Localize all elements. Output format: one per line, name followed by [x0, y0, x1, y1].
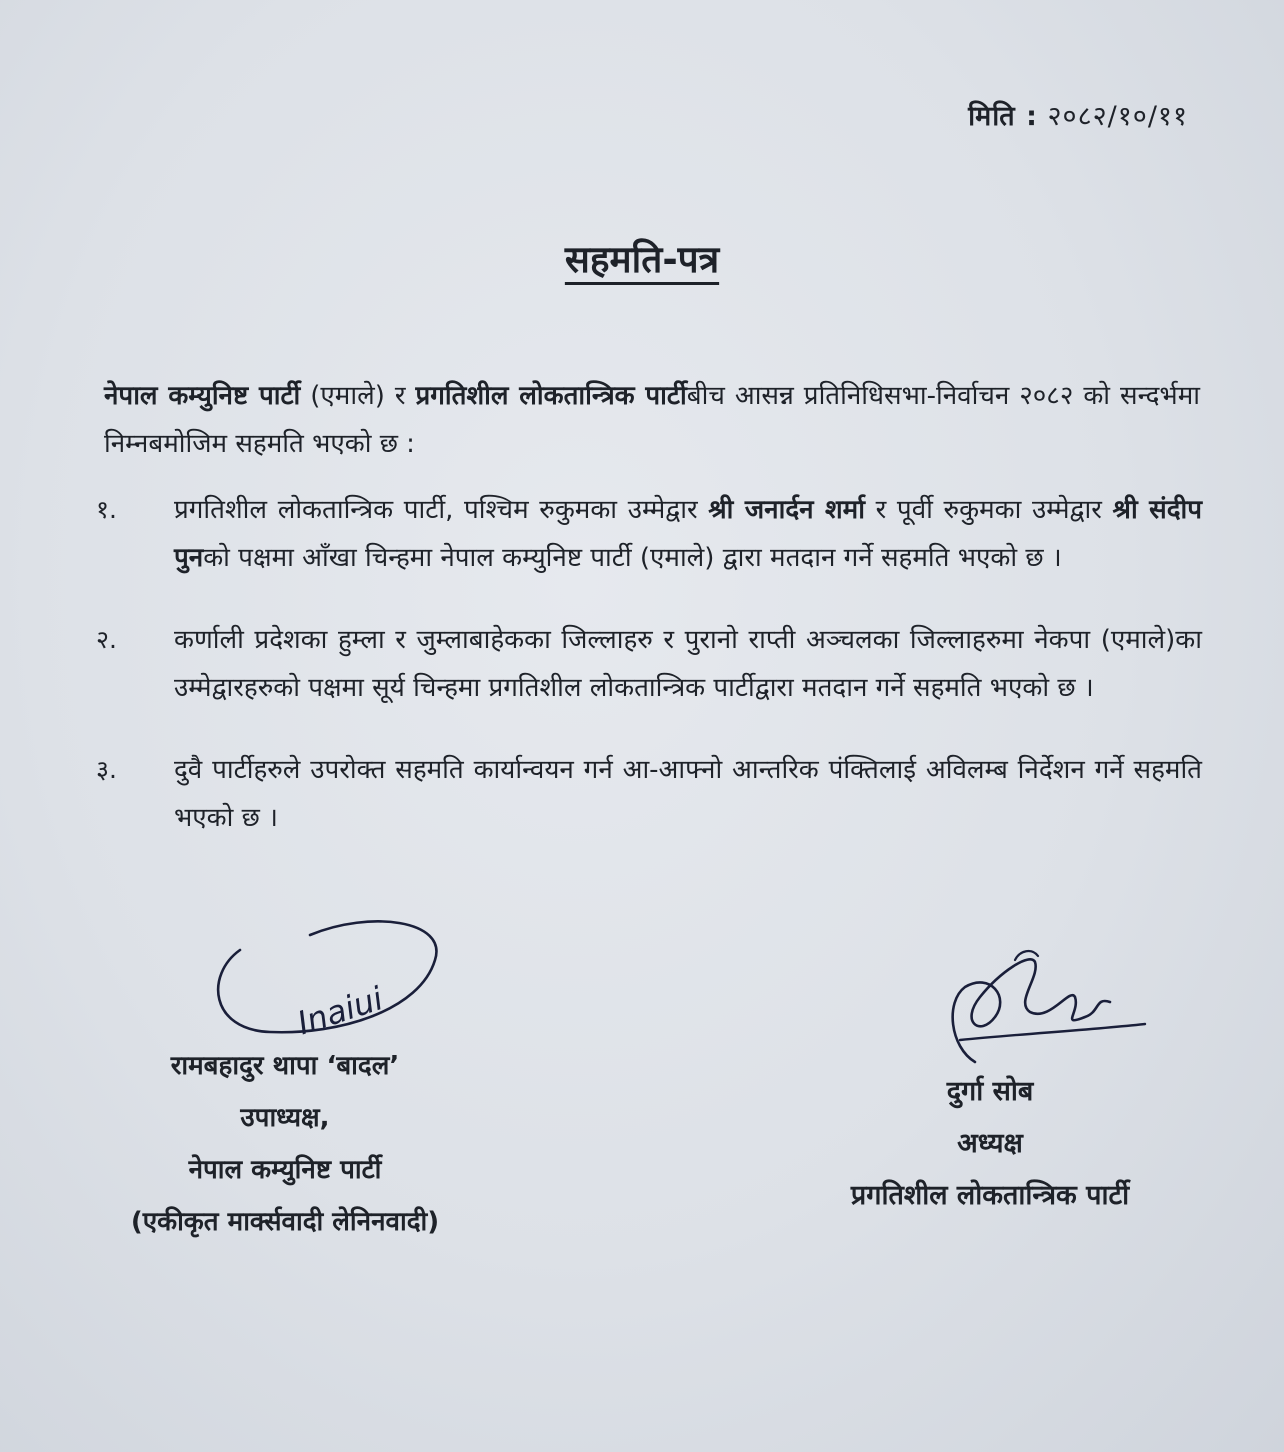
date-value: २०८२/१०/११ [1047, 101, 1188, 132]
agreement-item-1 [90, 486, 1202, 582]
agreement-item-2 [90, 616, 1202, 712]
signatory-right-position: अध्यक्ष [957, 1128, 1023, 1159]
signatory-left-position: उपाध्यक्ष, [240, 1103, 330, 1133]
item-1-name2: श्री संदीप पुन [174, 495, 1203, 573]
item-1-part3: को पक्षमा आँखा चिन्हमा नेपाल कम्युनिष्ट पार्टी (एमाले) द्वारा मतदान गर्ने सहमति भएको छ । [203, 543, 1062, 573]
left-signature-text: Inaiui [292, 979, 388, 1043]
document-title-text: सहमति-पत्र [564, 238, 720, 281]
agreement-items [90, 486, 1202, 876]
signatory-right-name: दुर्गा सोब [946, 1076, 1034, 1107]
left-signature-icon [200, 900, 450, 1050]
date-label: मिति : [968, 101, 1038, 132]
signatory-left-org-line1: नेपाल कम्युनिष्ट पार्टी [188, 1155, 382, 1185]
document-title [0, 232, 1284, 283]
right-signature-icon [920, 942, 1160, 1072]
intro-party2: प्रगतिशील लोकतान्त्रिक पार्टी [415, 381, 687, 411]
document-date [968, 96, 1188, 133]
signatory-right [780, 1066, 1200, 1222]
signatory-right-org: प्रगतिशील लोकतान्त्रिक पार्टी [850, 1180, 1130, 1211]
item-3-text: दुवै पार्टीहरुले उपरोक्त सहमति कार्यान्वयन गर्न आ-आफ्नो आन्तरिक पंक्तिलाई अविलम्ब निर्देशन गर्ने सहमति भएको छ । [174, 755, 1202, 833]
intro-paragraph [104, 372, 1200, 468]
signatory-left-org-line2: (एकीकृत मार्क्सवादी लेनिनवादी) [130, 1207, 440, 1237]
agreement-item-3 [90, 746, 1202, 842]
item-2-text: कर्णाली प्रदेशका हुम्ला र जुम्लाबाहेकका जिल्लाहरु र पुरानो राप्ती अञ्चलका जिल्लाहरुमा नेकपा (एमाले)का उम्मेद्वारहरुको पक्षमा सूर्य चिन्हमा प्रगतिशील लोकतान्त्रिक पार्टीद्वारा मतदान गर्ने सहमति भएको छ । [174, 625, 1202, 703]
intro-rest: बीच आसन्न प्रतिनिधिसभा-निर्वाचन २०८२ को सन्दर्भमा निम्नबमोजिम सहमति भएको छ : [104, 381, 1200, 459]
signatory-left [50, 1040, 520, 1248]
item-number: २. [96, 625, 117, 654]
item-1-part2: र पूर्वी रुकुमका उम्मेद्वार [864, 495, 1113, 525]
item-number: १. [96, 495, 117, 524]
intro-party1-suffix: (एमाले) र [300, 381, 416, 411]
item-1-part1: प्रगतिशील लोकतान्त्रिक पार्टी, पश्चिम रुकुमका उम्मेद्वार [174, 495, 709, 525]
item-1-name1: श्री जनार्दन शर्मा [708, 495, 865, 525]
intro-party1: नेपाल कम्युनिष्ट पार्टी [104, 381, 301, 411]
item-number: ३. [96, 755, 117, 784]
signatory-left-name: रामबहादुर थापा ‘बादल’ [170, 1051, 400, 1081]
